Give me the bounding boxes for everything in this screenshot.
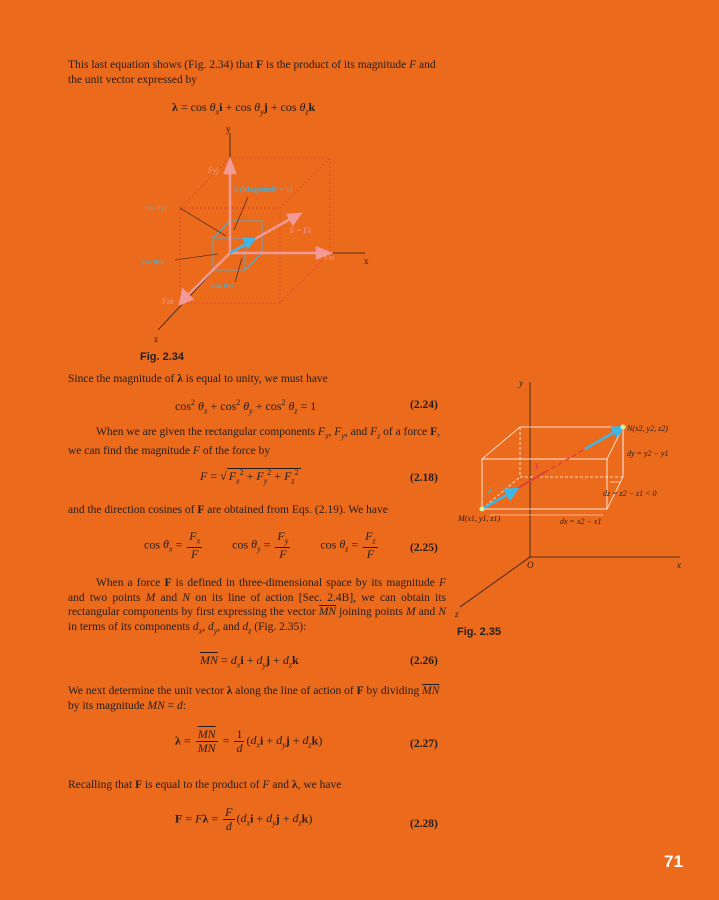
fig235-lambda-arrow [482,493,510,509]
equation-2-28: F = Fλ = $\frac{F}{d}$ $(d_xi + d_yj + d_zk)$ [175,805,313,833]
fig234-caption: Fig. 2.34 [140,351,185,363]
figure-2-34 [130,118,410,358]
paragraph-intro: This last equation shows (Fig. 2.34) that F is the product of its magnitude F and the unit vector expressed by [68,59,436,86]
paragraph-unity: Since the magnitude of λ is equal to unity, we must have [68,373,328,385]
fig235-caption: Fig. 2.35 [457,626,502,638]
paragraph-direction-cosines: and the direction cosines of F are obtained from Eqs. (2.19). We have [68,504,388,516]
fig234-F-label: F = Fλ [290,226,312,235]
fig234-Fzk-arrow [185,253,230,298]
fig235-dx-label: dx = x2 − x1 [560,517,602,526]
equation-2-24: $\cos^2 \theta_x + \cos^2 \theta_y + \cos^2 \theta_z = 1$ [175,398,317,416]
fig234-cosz-label: cos θzk [142,257,165,266]
equation-lambda: $\lambda = \cos \theta_xi + \cos \theta_yj + \cos \theta_zk$ [172,100,316,117]
fig235-point-N [621,425,626,430]
fig234-z-label: z [154,334,158,344]
figure-2-35 [455,372,695,622]
fig235-dz-label: dz = z2 − z1 < 0 [603,489,657,498]
fig234-Fyj-label: Fyj [208,166,219,175]
fig235-F-label: F [535,462,540,471]
equation-2-25-number: (2.25) [410,542,438,554]
fig235-O-label: O [527,560,534,570]
equation-2-27: λ = $\frac{\overline{MN}}{MN}$ = $\frac{1}{d}$ $(d_xi + d_yj + d_zk)$ [175,727,323,755]
equation-2-28-number: (2.28) [410,818,438,830]
fig235-x-label: x [677,560,681,570]
equation-2-25: $\cos \theta_x$ = $\frac{F_x}{F}$ $\cos \theta_y$ = $\frac{F_y}{F}$ $\cos \theta_z$ = $\frac{F_z}{F}$ [144,529,376,562]
paragraph-components: When we are given the rectangular components $F_x$, $F_y$, and $F_z$ of a force F, we can find the magnitude F of the force by [68,426,440,457]
equation-2-26-number: (2.26) [410,655,438,667]
fig234-cosx-label: cos θxi [212,281,234,290]
fig234-lambda-label: λ (Magnitude = 1) [234,185,293,194]
fig235-lambda-label: λ [488,486,492,495]
fig234-cosy-label: cos θyj [145,203,167,212]
fig234-Fxi-label: Fxi [324,253,335,262]
fig235-y-label: y [519,378,523,388]
equation-2-18: F = √ $F_x^2 + F_y^2 + F_z^2$ [200,468,299,486]
paragraph-unit-vector: We next determine the unit vector λ along the line of action of F by dividing $\overline{MN}$ by its magnitude MN = d: [68,685,440,712]
fig235-z-label: z [455,609,459,619]
fig234-Fzk-label: Fzk [162,297,174,306]
fig235-dy-label: dy = y2 − y1 [627,449,669,458]
equation-2-24-number: (2.24) [410,399,438,411]
equation-2-27-number: (2.27) [410,738,438,750]
fig234-y-label: y [226,124,231,134]
equation-2-26: $\overline{MN} = d_xi + d_yj + d_zk$ [200,653,299,670]
paragraph-recalling: Recalling that F is equal to the product of F and λ, we have [68,779,342,791]
equation-2-18-number: (2.18) [410,472,438,484]
fig235-point-M [480,507,485,512]
paragraph-two-points: When a force F is defined in three-dimensional space by its magnitude F and two points M and N on its line of action [Sec. 2.4B], we can obtain its rectangular components by first expressing the vector $\overline{MN}$ joining points M and N in terms of its components $d_x$, $d_y$, and $d_z$ (Fig. 2.35): [68,577,447,635]
page-number: 71 [664,852,683,871]
fig235-M-label: M(x1, y1, z1) [458,514,501,523]
fig235-z-axis [460,557,530,607]
fig235-N-label: N(x2, y2, z2) [627,424,668,433]
fig234-x-label: x [364,256,369,266]
